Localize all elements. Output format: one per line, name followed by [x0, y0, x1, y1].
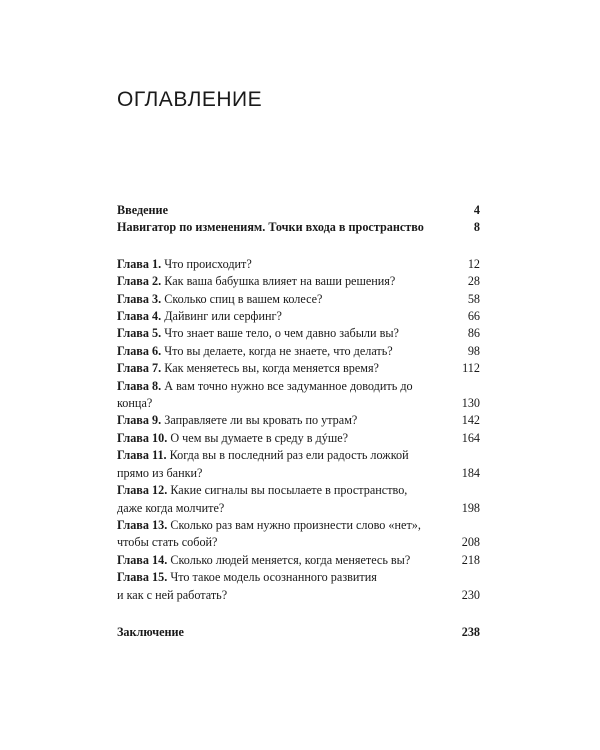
- toc-entry-chapter[interactable]: [117, 552, 480, 569]
- chapter-label: Глава 14.: [117, 552, 168, 567]
- chapter-label: Глава 9.: [117, 413, 162, 428]
- chapter-label: Глава 13.: [117, 517, 168, 532]
- toc-entry-chapter[interactable]: [117, 291, 480, 308]
- chapter-title: Что вы делаете, когда не знаете, что делать?: [164, 343, 393, 358]
- toc-entry-chapter[interactable]: [117, 569, 480, 604]
- toc-page-number: 130: [461, 396, 480, 411]
- chapter-label: Глава 1.: [117, 256, 162, 271]
- table-of-contents: [117, 202, 480, 641]
- chapter-title: Сколько раз вам нужно произнести слово «нет»,: [170, 517, 421, 532]
- chapter-label: Глава 6.: [117, 343, 162, 358]
- toc-entry-title: [117, 412, 458, 429]
- chapter-label: Глава 10.: [117, 430, 168, 445]
- spacer: [117, 237, 480, 256]
- chapter-label: Глава 4.: [117, 309, 162, 324]
- spacer: [117, 604, 480, 624]
- chapter-title: Что знает ваше тело, о чем давно забыли вы?: [164, 326, 399, 341]
- chapter-title-continued: чтобы стать собой?: [117, 535, 218, 550]
- toc-entry-chapter[interactable]: [117, 482, 480, 517]
- toc-entry-title: [117, 552, 458, 569]
- toc-entry-title: [117, 360, 458, 377]
- chapter-title: Когда вы в последний раз ели радость ложкой: [169, 448, 409, 463]
- chapter-label: Глава 3.: [117, 291, 162, 306]
- chapter-label: Глава 7.: [117, 361, 162, 376]
- toc-page-number: 98: [467, 343, 480, 358]
- toc-entry-title: [117, 447, 480, 464]
- chapter-label: Глава 8.: [117, 378, 162, 393]
- toc-entry-title: Введение: [117, 203, 168, 217]
- chapter-title-continued: прямо из банки?: [117, 465, 203, 480]
- chapter-title: Как меняетесь вы, когда меняется время?: [164, 361, 379, 376]
- chapter-list: [117, 256, 480, 604]
- chapter-label: Глава 15.: [117, 570, 168, 585]
- chapter-label: Глава 11.: [117, 448, 167, 463]
- chapter-title: Заправляете ли вы кровать по утрам?: [164, 413, 358, 428]
- chapter-title: А вам точно нужно все задуманное доводить до конца?: [117, 378, 413, 411]
- page-title: ОГЛАВЛЕНИЕ: [117, 88, 263, 111]
- chapter-title-continued: даже когда молчите?: [117, 500, 225, 515]
- toc-entry-chapter[interactable]: [117, 325, 480, 342]
- toc-page-number: 12: [467, 256, 480, 271]
- chapter-title: Сколько спиц в вашем колесе?: [164, 291, 323, 306]
- toc-entry-title: [117, 256, 458, 273]
- toc-entry-conclusion[interactable]: [117, 624, 480, 641]
- toc-entry-title: [117, 291, 458, 308]
- toc-entry-title: [117, 517, 480, 534]
- toc-entry-title: [117, 325, 458, 342]
- toc-entry-title: [117, 378, 458, 413]
- toc-entry-chapter[interactable]: [117, 256, 480, 273]
- chapter-title: О чем вы думаете в среду в дýше?: [170, 430, 349, 445]
- toc-page-number: 58: [467, 291, 480, 306]
- toc-entry-intro[interactable]: [117, 202, 480, 219]
- toc-page-number: 218: [461, 552, 480, 567]
- toc-page-number: 208: [461, 535, 480, 550]
- toc-entry-chapter[interactable]: [117, 412, 480, 429]
- toc-page-number: 86: [467, 326, 480, 341]
- chapter-title-continued: и как с ней работать?: [117, 587, 228, 602]
- chapter-label: Глава 2.: [117, 274, 162, 289]
- toc-entry-title: [117, 430, 458, 447]
- toc-entry-title: Заключение: [117, 624, 184, 639]
- chapter-title: Как ваша бабушка влияет на ваши решения?: [164, 274, 396, 289]
- toc-entry-chapter[interactable]: [117, 273, 480, 290]
- toc-page-number: 112: [462, 361, 480, 376]
- chapter-title: Сколько людей меняется, когда меняетесь вы?: [170, 552, 411, 567]
- toc-page-number: 230: [461, 587, 480, 602]
- toc-page-number: 4: [473, 203, 480, 217]
- toc-entry-chapter[interactable]: [117, 308, 480, 325]
- toc-entry-title: [117, 343, 458, 360]
- toc-page-number: 142: [461, 413, 480, 428]
- toc-page-number: 66: [467, 309, 480, 324]
- chapter-label: Глава 5.: [117, 326, 162, 341]
- chapter-title: Что такое модель осознанного развития: [170, 570, 377, 585]
- toc-page-number: 238: [461, 624, 480, 639]
- toc-page-number: 198: [461, 500, 480, 515]
- chapter-title: Какие сигналы вы посылаете в пространство,: [170, 483, 408, 498]
- toc-entry-title: [117, 273, 458, 290]
- toc-entry-title: [117, 308, 458, 325]
- toc-page-number: 164: [461, 430, 480, 445]
- chapter-title: Что происходит?: [164, 256, 252, 271]
- toc-page-number: 8: [473, 220, 480, 235]
- chapter-label: Глава 12.: [117, 483, 168, 498]
- toc-entry-title: Навигатор по изменениям. Точки входа в пространство: [117, 220, 424, 235]
- chapter-title: Дайвинг или серфинг?: [164, 309, 282, 324]
- toc-entry-title: [117, 482, 480, 499]
- toc-entry-chapter[interactable]: [117, 343, 480, 360]
- toc-entry-chapter[interactable]: [117, 378, 480, 413]
- toc-page-number: 184: [461, 465, 480, 480]
- toc-entry-chapter[interactable]: [117, 360, 480, 377]
- toc-entry-title: [117, 569, 480, 586]
- toc-entry-chapter[interactable]: [117, 430, 480, 447]
- toc-entry-chapter[interactable]: [117, 517, 480, 552]
- toc-entry-chapter[interactable]: [117, 447, 480, 482]
- toc-entry-navigator[interactable]: [117, 219, 480, 236]
- toc-page-number: 28: [467, 274, 480, 289]
